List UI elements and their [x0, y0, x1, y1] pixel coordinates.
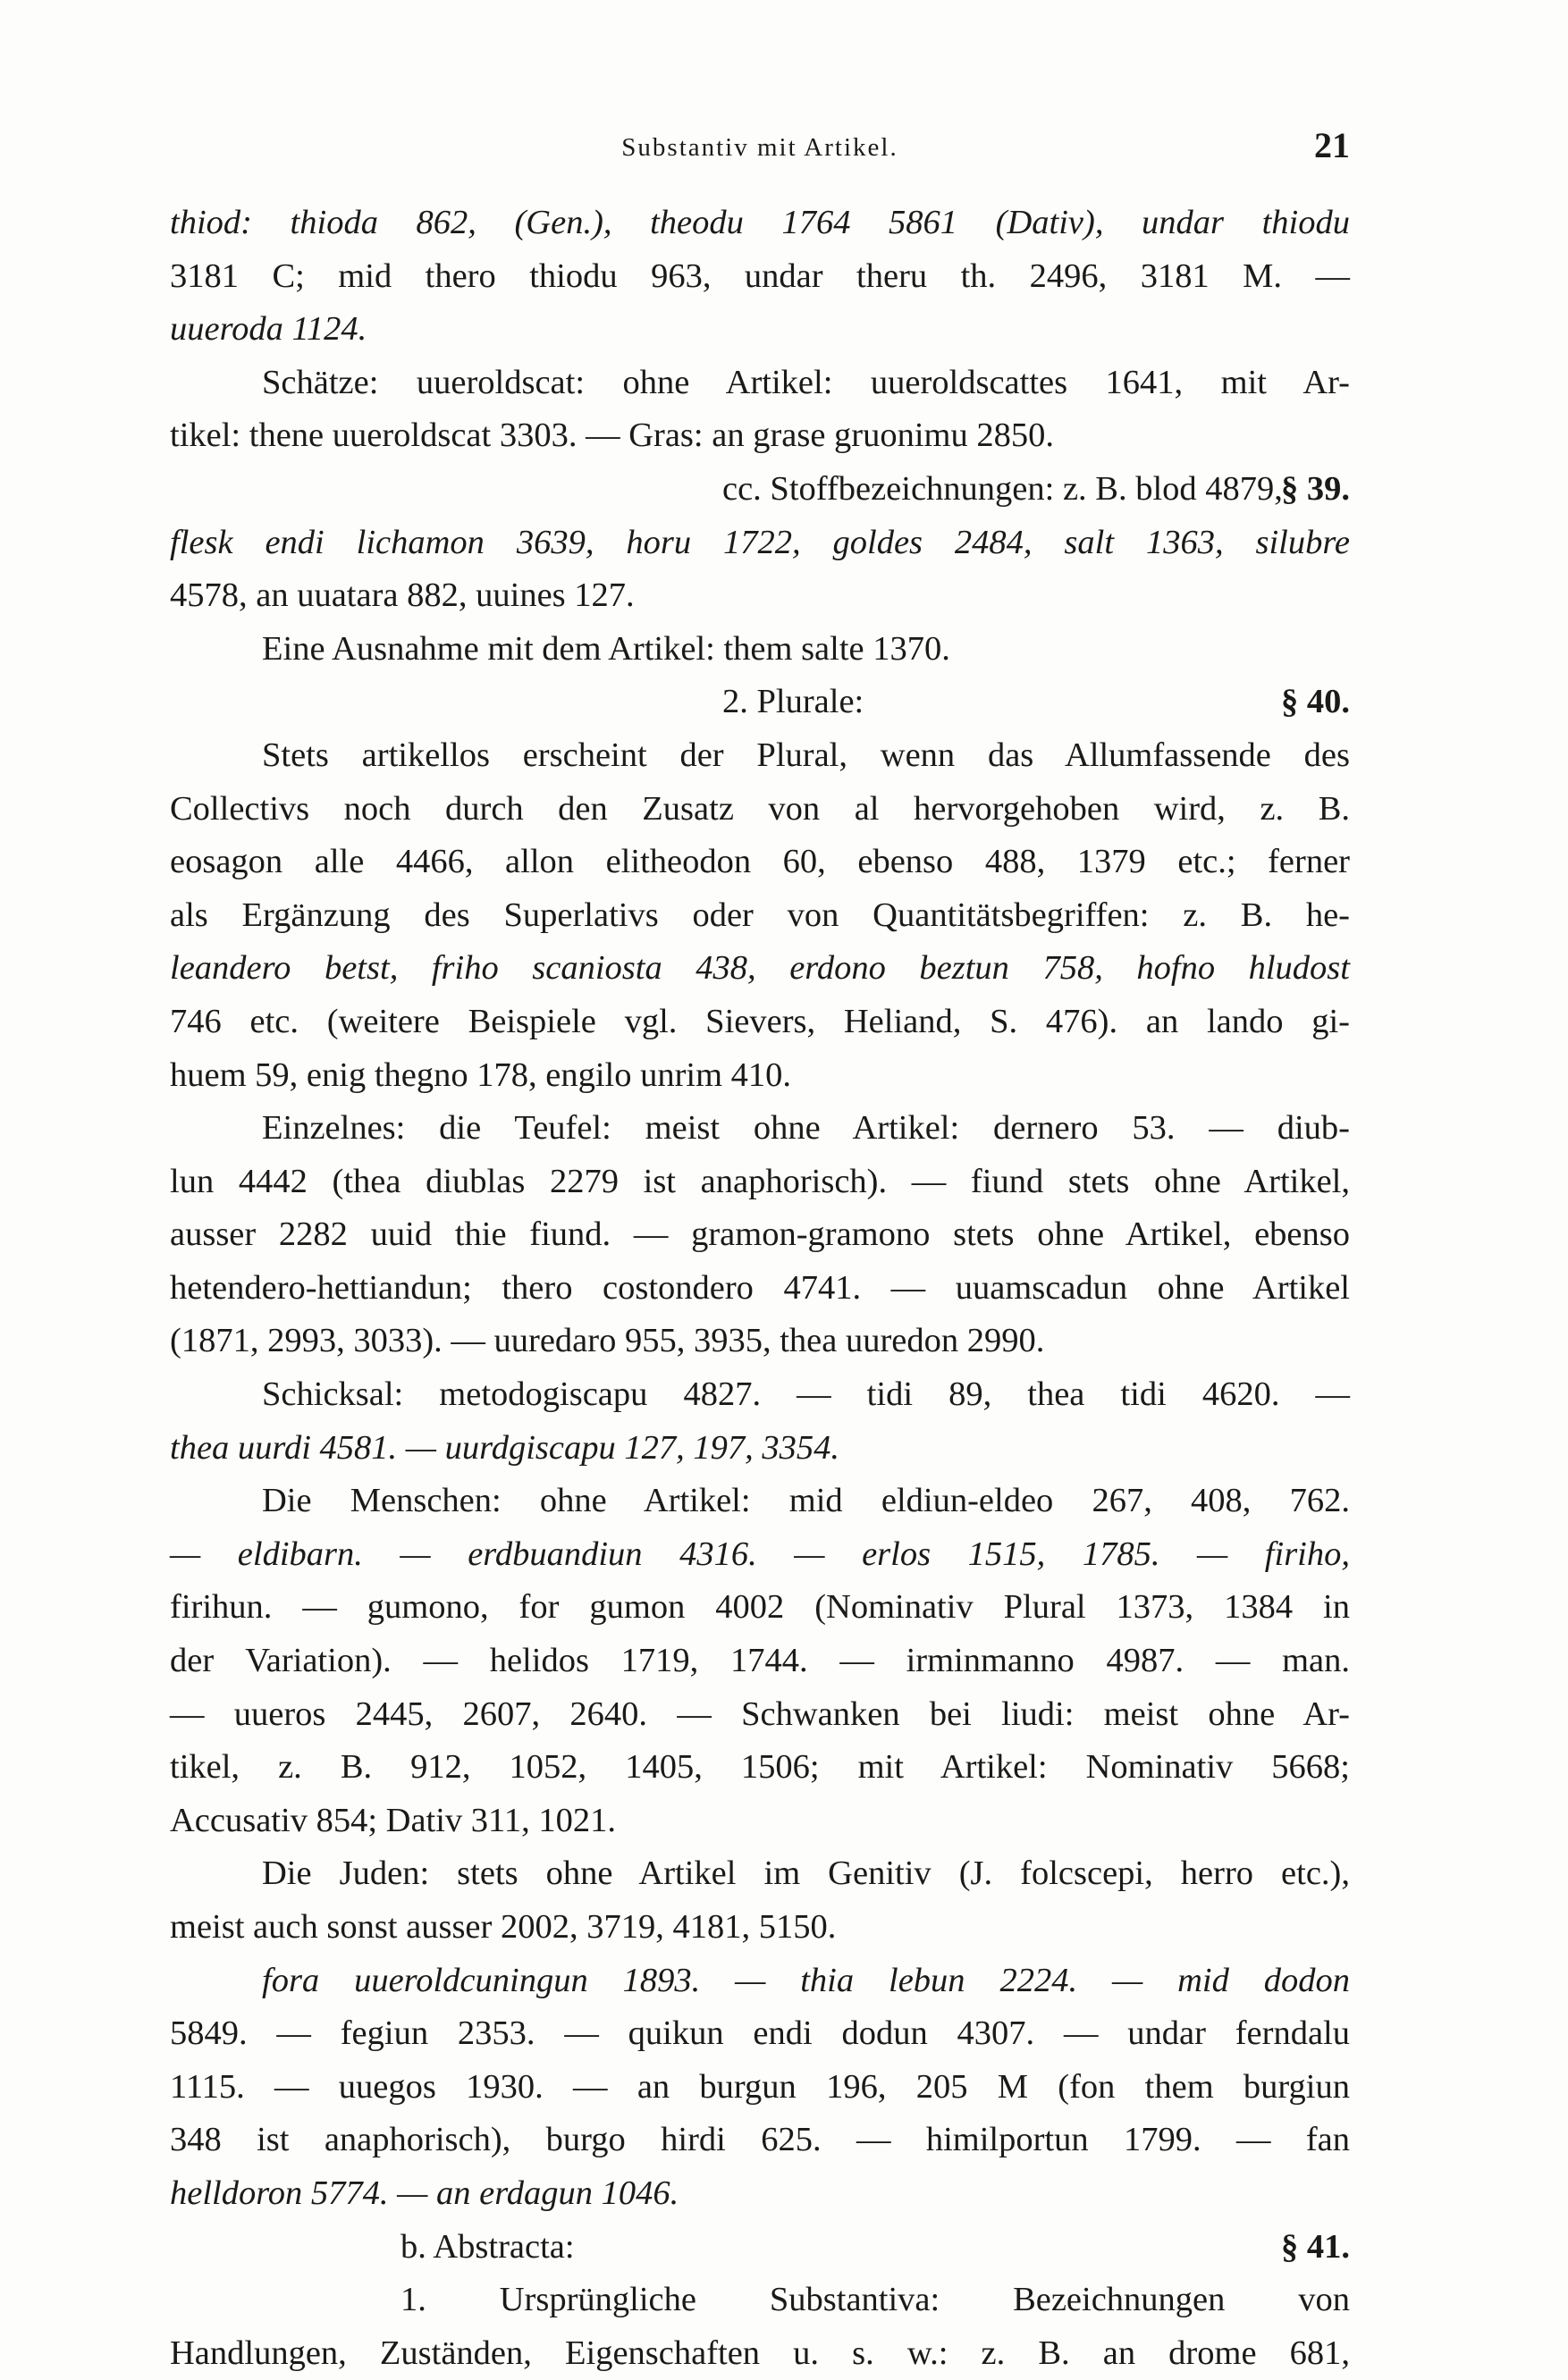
- subsection-heading: [170, 2221, 1350, 2275]
- text-line: 2. Plurale:: [722, 683, 864, 721]
- text-line: 4578, an uuatara 882, uuines 127.: [170, 576, 635, 615]
- text-line: Collectivs noch durch den Zusatz von al hervorgehoben wird, z. B.: [170, 789, 1350, 828]
- subsection-heading: [170, 676, 1350, 729]
- text-line: thiod: thioda 862, (Gen.), theodu 1764 5861 (Dativ), undar thiodu: [170, 204, 1350, 241]
- text-line: Die Juden: stets ohne Artikel im Genitiv (J. folcscepi, herro etc.),: [262, 1854, 1350, 1893]
- text-line: thea uurdi 4581. — uurdgiscapu 127, 197, 3354.: [170, 1428, 839, 1467]
- subsection-heading: [170, 463, 1350, 517]
- text-line: Schätze: uueroldscat: ohne Artikel: uueroldscattes 1641, mit Ar-: [262, 363, 1350, 401]
- section-mark: § 40.: [1281, 683, 1350, 721]
- text-line: 746 etc. (weitere Beispiele vgl. Sievers, Heliand, S. 476). an lando gi-: [170, 1002, 1350, 1040]
- text-line: 3181 C; mid thero thiodu 963, undar theru th. 2496, 3181 M. —: [170, 257, 1350, 295]
- text-line: Eine Ausnahme mit dem Artikel: them salte 1370.: [262, 629, 950, 668]
- text-line: firihun. — gumono, for gumon 4002 (Nominativ Plural 1373, 1384 in: [170, 1588, 1350, 1627]
- text-line: 348 ist anaphorisch), burgo hirdi 625. — himilportun 1799. — fan: [170, 2121, 1350, 2159]
- text-line: Stets artikellos erscheint der Plural, wenn das Allumfassende des: [262, 736, 1350, 774]
- text-line: tikel: thene uueroldscat 3303. — Gras: an grase gruonimu 2850.: [170, 416, 1055, 455]
- text-line: fora uueroldcuningun 1893. — thia lebun 2224. — mid dodon: [262, 1961, 1350, 1999]
- text-line: Die Menschen: ohne Artikel: mid eldiun-eldeo 267, 408, 762.: [262, 1482, 1350, 1520]
- text-line: 1115. — uuegos 1930. — an burgun 196, 205 M (fon them burgiun: [170, 2067, 1350, 2106]
- text-line: meist auch sonst ausser 2002, 3719, 4181, 5150.: [170, 1908, 837, 1946]
- text-line: (1871, 2993, 3033). — uuredaro 955, 3935, thea uuredon 2990.: [170, 1322, 1045, 1360]
- text-line: der Variation). — helidos 1719, 1744. — irminmanno 4987. — man.: [170, 1642, 1350, 1680]
- text-line: 5849. — fegiun 2353. — quikun endi dodun 4307. — undar ferndalu: [170, 2014, 1350, 2053]
- text-line: hetendero-hettiandun; thero costondero 4741. — uuamscadun ohne Artikel: [170, 1268, 1350, 1307]
- text-line: Einzelnes: die Teufel: meist ohne Artikel: dernero 53. — diub-: [262, 1109, 1350, 1148]
- text-line: als Ergänzung des Superlativs oder von Quantitätsbegriffen: z. B. he-: [170, 896, 1350, 934]
- text-line: lun 4442 (thea diublas 2279 ist anaphorisch). — fiund stets ohne Artikel,: [170, 1162, 1350, 1200]
- text-line: tikel, z. B. 912, 1052, 1405, 1506; mit Artikel: Nominativ 5668;: [170, 1748, 1350, 1787]
- text-line: — uueros 2445, 2607, 2640. — Schwanken bei liudi: meist ohne Ar-: [170, 1695, 1350, 1733]
- text-line: Handlungen, Zuständen, Eigenschaften u. s. w.: z. B. an drome 681,: [170, 2334, 1350, 2372]
- page-header: [170, 121, 1350, 174]
- page-number: 21: [1314, 125, 1350, 165]
- text-line: Accusativ 854; Dativ 311, 1021.: [170, 1801, 616, 1839]
- section-mark: § 41.: [1281, 2227, 1350, 2266]
- text-line: uueroda 1124.: [170, 310, 367, 349]
- text-line: 1. Ursprüngliche Substantiva: Bezeichnungen von: [400, 2281, 1350, 2319]
- text-line: ausser 2282 uuid thie fiund. — gramon-gramono stets ohne Artikel, ebenso: [170, 1215, 1350, 1254]
- text-line: flesk endi lichamon 3639, horu 1722, goldes 2484, salt 1363, silubre: [170, 523, 1350, 561]
- running-title: Substantiv mit Artikel.: [621, 133, 898, 162]
- text-line: helldoron 5774. — an erdagun 1046.: [170, 2174, 679, 2212]
- text-line: b. Abstracta:: [400, 2227, 575, 2266]
- text-line: huem 59, enig thegno 178, engilo unrim 410.: [170, 1055, 792, 1094]
- body-text: [170, 197, 1350, 2380]
- text-line: leandero betst, friho scaniosta 438, erdono beztun 758, hofno hludost: [170, 949, 1350, 988]
- text-line: Schicksal: metodogiscapu 4827. — tidi 89, thea tidi 4620. —: [262, 1375, 1350, 1414]
- text-line: cc. Stoffbezeichnungen: z. B. blod 4879,: [722, 469, 1283, 508]
- section-mark: § 39.: [1281, 469, 1350, 508]
- text-line: — eldibarn. — erdbuandiun 4316. — erlos 1515, 1785. — firiho,: [170, 1535, 1350, 1573]
- text-line: eosagon alle 4466, allon elitheodon 60, ebenso 488, 1379 etc.; ferner: [170, 843, 1350, 881]
